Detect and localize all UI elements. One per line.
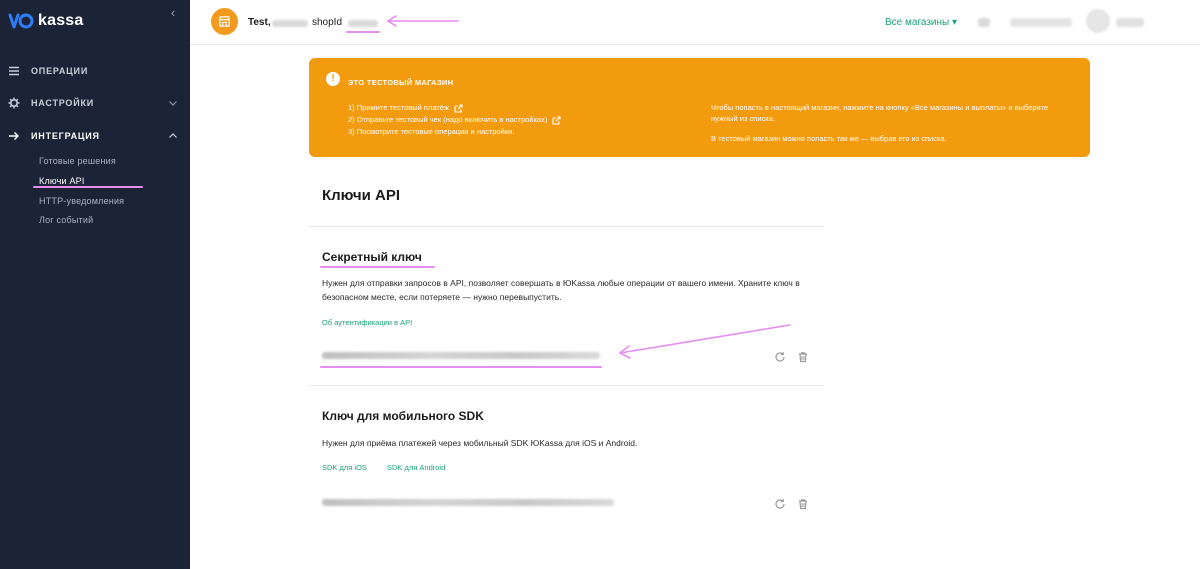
regenerate-mobile-key-button[interactable]	[774, 497, 786, 509]
divider	[309, 226, 824, 227]
banner-step-text: 1) Примите тестовый платёж	[348, 103, 449, 112]
banner-info-1: Чтобы попасть в настоящий магазин, нажмите на кнопку «Все магазины и выплаты» и выберите нужный из списка.	[711, 103, 1049, 123]
secret-key-value[interactable]	[322, 352, 600, 359]
banner-info-2: В тестовый магазин можно попасть так же — выбрав его из списка.	[711, 134, 947, 143]
sidebar-item-label: ИНТЕГРАЦИЯ	[31, 131, 100, 141]
banner-step-text: 3) Посмотрите тестовые операции и настройки.	[348, 127, 515, 136]
test-shop-banner	[309, 58, 1090, 157]
secret-key-description: Нужен для отправки запросов в API, позволяет совершать в ЮKassa любые операции от вашего имени. Храните ключ в безопасном месте, если потеряете — нужно перевыпустить.	[322, 278, 800, 302]
sidebar-subitem-ready-solutions[interactable]: Готовые решения	[39, 156, 116, 166]
sidebar-subitem-http-notifications[interactable]: HTTP-уведомления	[39, 196, 125, 206]
kassa-logo-icon	[8, 12, 34, 30]
all-shops-dropdown[interactable]: Все магазины ▾	[885, 17, 958, 28]
sdk-ios-link[interactable]: SDK для iOS	[322, 463, 367, 472]
sidebar-item-label: НАСТРОЙКИ	[31, 98, 95, 108]
banner-step-text: 2) Отправьте тестовый чек (надо включить в настройках)	[348, 115, 548, 124]
delete-mobile-key-button[interactable]	[797, 497, 809, 509]
banner-title: ЭТО ТЕСТОВЫЙ МАГАЗИН	[348, 78, 454, 87]
redacted-username	[1116, 18, 1144, 27]
divider	[309, 385, 824, 386]
trash-icon	[797, 351, 809, 363]
regenerate-secret-key-button[interactable]	[774, 350, 786, 362]
mobile-sdk-key-description: Нужен для приёма платежей через мобильный SDK ЮKassa для iOS и Android.	[322, 438, 638, 448]
logo[interactable]	[8, 12, 84, 30]
sdk-android-link[interactable]: SDK для Android	[387, 463, 446, 472]
redacted-icon	[978, 18, 990, 27]
banner-step	[348, 126, 561, 138]
secret-key-title: Секретный ключ	[322, 250, 422, 264]
chevron-up-icon	[168, 131, 178, 141]
exclamation-icon: !	[326, 72, 340, 86]
banner-steps	[348, 102, 561, 138]
banner-step[interactable]	[348, 114, 561, 126]
annotation-arrow	[620, 325, 790, 353]
delete-secret-key-button[interactable]	[797, 350, 809, 362]
sidebar-item-settings[interactable]	[0, 93, 190, 113]
page-title: Ключи API	[322, 187, 401, 204]
banner-step[interactable]	[348, 102, 561, 114]
shopid-label: shopId	[312, 17, 343, 28]
gear-icon	[8, 97, 20, 109]
sidebar-item-integration[interactable]	[0, 126, 190, 146]
annotation-underline	[346, 31, 380, 33]
collapse-sidebar-icon[interactable]: ‹	[170, 5, 176, 20]
refresh-icon	[774, 498, 786, 510]
top-header	[190, 0, 1200, 45]
external-link-icon	[454, 104, 463, 113]
annotation-underline	[33, 186, 143, 188]
sidebar-item-label: ОПЕРАЦИИ	[31, 66, 89, 76]
redacted-shop-id	[348, 20, 378, 27]
annotation-underline	[320, 266, 435, 268]
shop-avatar[interactable]	[211, 8, 238, 35]
sidebar-subitem-api-keys[interactable]: Ключи API	[39, 176, 85, 186]
sidebar-subitem-event-log[interactable]: Лог событий	[39, 215, 94, 225]
mobile-sdk-key-value[interactable]	[322, 499, 614, 506]
external-link-icon	[552, 116, 561, 125]
redacted-balance	[1010, 18, 1072, 27]
arrow-right-icon	[8, 130, 20, 142]
shop-icon	[218, 15, 231, 28]
sidebar	[0, 0, 190, 569]
shop-name: Test,	[248, 17, 271, 28]
trash-icon	[797, 498, 809, 510]
sidebar-item-operations[interactable]	[0, 61, 190, 81]
annotation-underline	[320, 366, 602, 368]
redacted-shop-name	[272, 20, 308, 27]
mobile-sdk-key-title: Ключ для мобильного SDK	[322, 409, 484, 423]
refresh-icon	[774, 351, 786, 363]
chevron-down-icon	[168, 98, 178, 108]
auth-docs-link[interactable]: Об аутентификации в API	[322, 318, 413, 327]
avatar[interactable]	[1086, 9, 1110, 33]
banner-info	[711, 102, 1071, 153]
list-icon	[8, 65, 20, 77]
logo-text: kassa	[38, 12, 84, 29]
